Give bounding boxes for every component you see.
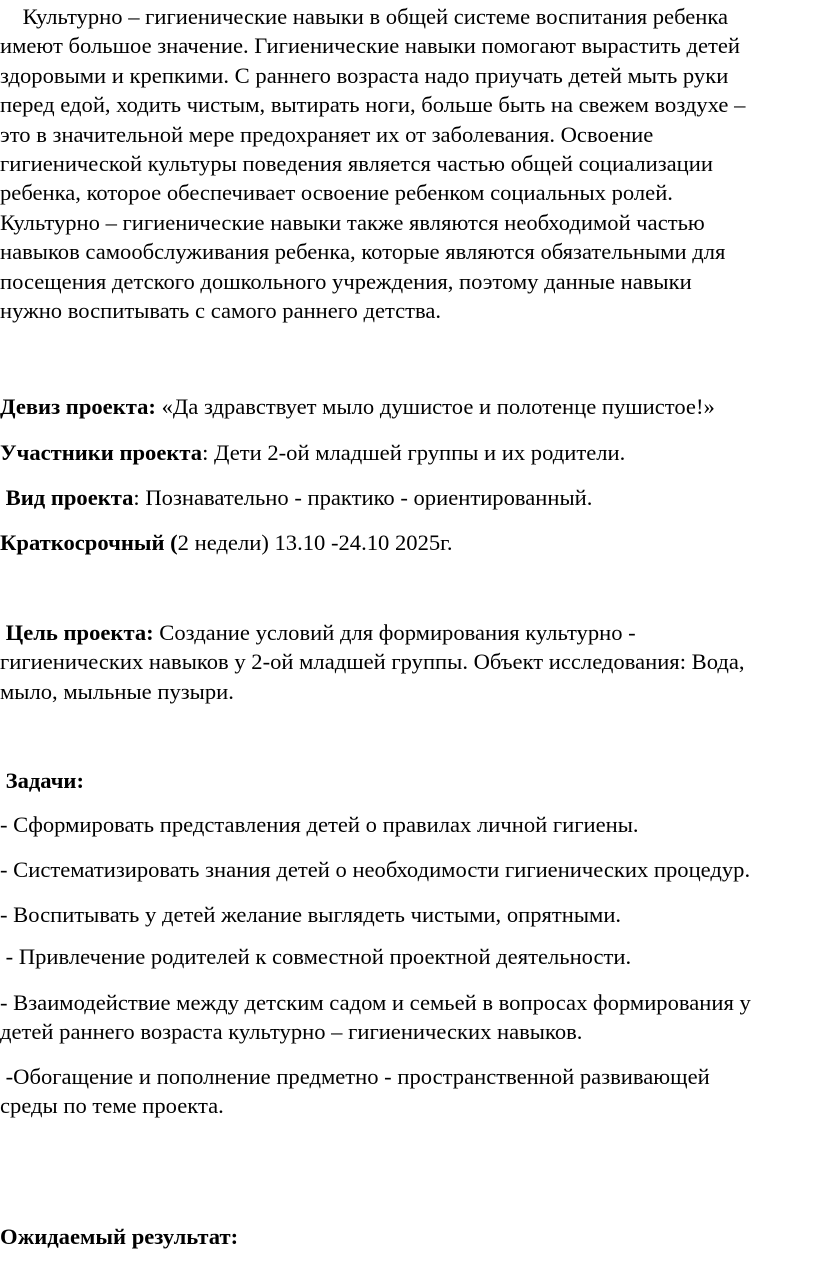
intro-line: здоровыми и крепкими. С раннего возраста надо приучать детей мыть руки (0, 62, 729, 88)
intro-line: это в значительной мере предохраняет их от заболевания. Освоение (0, 121, 654, 147)
goal-label: Цель проекта: (0, 620, 154, 645)
task-item (0, 810, 639, 839)
project-type-paragraph (0, 483, 592, 512)
intro-line: перед едой, ходить чистым, вытирать ноги, больше быть на свежем воздухе – (0, 92, 746, 118)
goal-line (0, 618, 745, 647)
task-line: - Привлечение родителей к совместной проектной деятельности. (0, 944, 632, 969)
intro-line: посещения детского дошкольного учреждения, поэтому данные навыки (0, 268, 692, 294)
intro-line: Культурно – гигиенические навыки в общей системе воспитания ребенка (0, 4, 729, 29)
task-item (0, 900, 621, 929)
motto-paragraph (0, 392, 715, 421)
goal-line: гигиенических навыков у 2-ой младшей группы. Объект исследования: Вода, (0, 649, 745, 675)
expected-result-heading: Ожидаемый результат: (0, 1224, 239, 1249)
goal-line: мыло, мыльные пузыри. (0, 678, 234, 704)
intro-line: Культурно – гигиенические навыки также являются необходимой частью (0, 209, 705, 235)
motto-text: «Да здравствует мыло душистое и полотенце пушистое!» (155, 394, 715, 419)
task-line: - Сформировать представления детей о правилах личной гигиены. (0, 812, 639, 837)
duration-paragraph (0, 528, 453, 557)
task-item (0, 855, 750, 884)
tasks-heading: Задачи: (0, 768, 84, 793)
task-line: среды по теме проекта. (0, 1093, 224, 1119)
task-line: - Воспитывать у детей желание выглядеть чистыми, опрятными. (0, 902, 622, 927)
task-line: - Систематизировать знания детей о необходимости гигиенических процедур. (0, 857, 751, 882)
project-type-text: : Познавательно - практико - ориентированный. (133, 485, 593, 510)
intro-line: навыков самообслуживания ребенка, которые являются обязательными для (0, 239, 726, 265)
task-line: -Обогащение и пополнение предметно - пространственной развивающей (0, 1064, 710, 1089)
task-line: - Взаимодействие между детским садом и семьей в вопросах формирования у (0, 990, 751, 1015)
participants-text: : Дети 2-ой младшей группы и их родители. (202, 440, 626, 465)
duration-label: Краткосрочный ( (0, 530, 178, 555)
motto-label: Девиз проекта: (0, 394, 156, 419)
task-item (0, 988, 751, 1047)
intro-paragraph (0, 2, 745, 325)
task-line: детей раннего возраста культурно – гигиенических навыков. (0, 1019, 583, 1045)
intro-line: имеют большое значение. Гигиенические навыки помогают вырастить детей (0, 33, 741, 59)
project-type-label: Вид проекта (0, 485, 134, 510)
task-item (0, 942, 631, 971)
intro-line: гигиенической культуры поведения является частью общей социализации (0, 151, 713, 177)
duration-text: 2 недели) 13.10 -24.10 2025г. (177, 530, 453, 555)
participants-paragraph (0, 438, 625, 467)
intro-line: ребенка, которое обеспечивает освоение ребенком социальных ролей. (0, 180, 673, 206)
goal-paragraph (0, 618, 745, 706)
task-item (0, 1062, 710, 1121)
goal-text: Создание условий для формирования культурно - (153, 620, 636, 645)
participants-label: Участники проекта (0, 440, 203, 465)
intro-line: нужно воспитывать с самого раннего детства. (0, 298, 442, 324)
